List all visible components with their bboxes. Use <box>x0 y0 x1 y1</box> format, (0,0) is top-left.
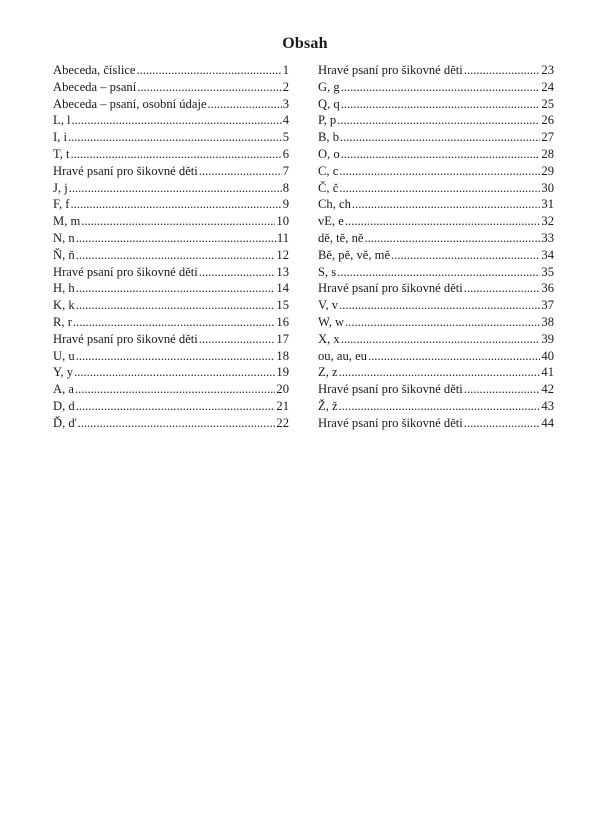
toc-entry <box>53 163 289 180</box>
dot-leader <box>199 163 282 180</box>
toc-entry-label: Ň, ň <box>53 247 75 262</box>
toc-entry-page-number: 11 <box>276 230 289 245</box>
toc-entry-label: K, k <box>53 298 75 313</box>
toc-entry-page-number: 31 <box>541 197 554 212</box>
toc-entry-label: B, b <box>318 130 339 145</box>
toc-entry <box>53 331 289 348</box>
dot-leader <box>76 348 276 365</box>
toc-entry-label: M, m <box>53 214 81 229</box>
dot-leader <box>339 163 540 180</box>
toc-entry-label: ou, au, eu <box>318 348 367 363</box>
toc-entry-label: Y, y <box>53 365 74 380</box>
toc-entry-label: V, v <box>318 298 339 313</box>
toc-entry-label: Hravé psaní pro šikovné děti <box>53 264 198 279</box>
dot-leader <box>341 96 541 113</box>
toc-entry-label: H, h <box>53 281 75 296</box>
toc-entry-page-number: 39 <box>541 331 554 346</box>
toc-entry-page-number: 13 <box>276 264 289 279</box>
dot-leader <box>341 331 541 348</box>
toc-entry <box>53 146 289 163</box>
toc-entry-page-number: 7 <box>282 163 289 178</box>
toc-entry-label: Hravé psaní pro šikovné děti <box>318 63 463 77</box>
toc-entry-page-number: 32 <box>541 214 554 229</box>
toc-entry-label: Abeceda, číslice <box>53 63 136 77</box>
page-title: Obsah <box>282 35 328 52</box>
toc-entry-label: Ch, ch <box>318 197 351 212</box>
toc-entry <box>53 129 289 146</box>
dot-leader <box>337 112 540 129</box>
toc-entry <box>53 381 289 398</box>
dot-leader <box>364 230 540 247</box>
toc-entry-page-number: 12 <box>276 247 289 262</box>
toc-entry-page-number: 33 <box>541 230 554 245</box>
toc-entry-page-number: 21 <box>276 398 289 413</box>
toc-entry <box>318 280 554 297</box>
toc-entry-label: Ď, ď <box>53 415 77 430</box>
toc-entry <box>318 297 554 314</box>
toc-entry-page-number: 37 <box>541 298 554 313</box>
dot-leader <box>199 331 276 348</box>
toc-entry-page-number: 40 <box>541 348 554 363</box>
toc-entry-page-number: 28 <box>541 146 554 161</box>
toc-entry-page-number: 8 <box>282 180 289 195</box>
toc-entry-page-number: 2 <box>282 79 289 94</box>
toc-entry <box>318 79 554 96</box>
toc-entry-page-number: 10 <box>276 214 289 229</box>
toc-entry-label: Abeceda – psaní, osobní údaje <box>53 96 207 111</box>
toc-entry-label: Hravé psaní pro šikovné děti <box>53 163 198 178</box>
dot-leader <box>345 314 540 331</box>
toc-entry-label: Č, č <box>318 180 339 195</box>
dot-leader <box>340 129 540 146</box>
toc-entry-label: I, i <box>53 130 67 145</box>
toc-entry <box>53 415 289 432</box>
toc-entry <box>318 398 554 415</box>
toc-entry-page-number: 42 <box>541 382 554 397</box>
dot-leader <box>339 180 540 197</box>
toc-entry-label: U, u <box>53 348 75 363</box>
toc-entry <box>53 297 289 314</box>
dot-leader <box>341 146 541 163</box>
dot-leader <box>464 62 541 79</box>
dot-leader <box>76 247 276 264</box>
toc-entry-label: G, g <box>318 79 340 94</box>
dot-leader <box>464 280 541 297</box>
toc-entry-page-number: 18 <box>276 348 289 363</box>
toc-entry-page-number: 36 <box>541 281 554 296</box>
toc-entry <box>318 163 554 180</box>
toc-entry-label: Ž, ž <box>318 398 338 413</box>
dot-leader <box>76 398 276 415</box>
toc-entry <box>318 146 554 163</box>
dot-leader <box>78 415 276 432</box>
dot-leader <box>391 247 540 264</box>
toc-entry <box>318 264 554 281</box>
dot-leader <box>72 112 282 129</box>
dot-leader <box>73 314 276 331</box>
dot-leader <box>68 129 282 146</box>
toc-entry-page-number: 38 <box>541 314 554 329</box>
toc-entry <box>318 129 554 146</box>
toc-entry <box>318 415 554 432</box>
dot-leader <box>76 297 276 314</box>
toc-entry-label: Hravé psaní pro šikovné děti <box>318 415 463 430</box>
toc-entry-label: N, n <box>53 230 75 245</box>
toc-entry <box>318 364 554 381</box>
toc-entry-label: A, a <box>53 382 74 397</box>
toc-entry-page-number: 14 <box>276 281 289 296</box>
toc-entry-page-number: 5 <box>282 130 289 145</box>
toc-entry <box>318 381 554 398</box>
toc-entry <box>318 96 554 113</box>
toc-entry-label: P, p <box>318 113 337 128</box>
dot-leader <box>71 196 282 213</box>
toc-entry-label: X, x <box>318 331 340 346</box>
toc-entry-page-number: 15 <box>276 298 289 313</box>
toc-entry-page-number: 17 <box>276 331 289 346</box>
dot-leader <box>81 213 275 230</box>
dot-leader <box>137 79 281 96</box>
toc-entry <box>53 79 289 96</box>
toc-entry <box>318 196 554 213</box>
toc-entry-page-number: 41 <box>541 365 554 380</box>
toc-entry-label: Q, q <box>318 96 340 111</box>
toc-entry-label: R, r <box>53 314 72 329</box>
toc-entry <box>53 196 289 213</box>
toc-entry-page-number: 24 <box>541 79 554 94</box>
toc-entry-page-number: 19 <box>276 365 289 380</box>
toc-entry-label: J, j <box>53 180 68 195</box>
toc-entry-label: F, f <box>53 197 70 212</box>
toc-entry-page-number: 25 <box>541 96 554 111</box>
toc-entry <box>53 264 289 281</box>
dot-leader <box>208 96 282 113</box>
toc-entry-label: L, l <box>53 113 71 128</box>
toc-entry-page-number: 26 <box>541 113 554 128</box>
toc-entry-label: Z, z <box>318 365 338 380</box>
toc-entry-label: D, d <box>53 398 75 413</box>
toc-entry-page-number: 44 <box>541 415 554 430</box>
toc-entry <box>318 348 554 365</box>
toc-entry-label: Hravé psaní pro šikovné děti <box>53 331 198 346</box>
dot-leader <box>368 348 540 365</box>
dot-leader <box>352 196 541 213</box>
toc-entry <box>53 230 289 247</box>
toc-entry-page-number: 23 <box>541 63 554 77</box>
toc-entry-page-number: 9 <box>282 197 289 212</box>
toc-entry-label: Hravé psaní pro šikovné děti <box>318 281 463 296</box>
dot-leader <box>199 264 276 281</box>
toc-entry-page-number: 6 <box>282 146 289 161</box>
dot-leader <box>137 62 282 79</box>
toc-entry <box>53 348 289 365</box>
toc-entry-label: Hravé psaní pro šikovné děti <box>318 382 463 397</box>
toc-entry <box>53 364 289 381</box>
toc-entry-page-number: 29 <box>541 163 554 178</box>
toc-entry-page-number: 20 <box>276 382 289 397</box>
toc-entry-label: dě, tě, ně <box>318 230 364 245</box>
toc-entry <box>318 247 554 264</box>
toc-entry <box>318 331 554 348</box>
dot-leader <box>76 230 276 247</box>
toc-entry-label: T, t <box>53 146 70 161</box>
dot-leader <box>339 398 541 415</box>
toc-entry <box>53 96 289 113</box>
dot-leader <box>337 264 540 281</box>
dot-leader <box>71 146 282 163</box>
toc-column-left <box>53 62 289 432</box>
toc-entry-label: O, o <box>318 146 340 161</box>
dot-leader <box>464 415 541 432</box>
toc-entry-label: W, w <box>318 314 345 329</box>
toc-entry <box>53 62 289 79</box>
toc-entry-page-number: 30 <box>541 180 554 195</box>
toc-entry <box>53 112 289 129</box>
dot-leader <box>69 180 282 197</box>
dot-leader <box>345 213 541 230</box>
dot-leader <box>339 364 541 381</box>
toc-entry-label: Bě, pě, vě, mě <box>318 247 391 262</box>
toc-entry <box>53 314 289 331</box>
dot-leader <box>464 381 541 398</box>
toc-entry <box>318 112 554 129</box>
toc-entry <box>53 213 289 230</box>
dot-leader <box>341 79 541 96</box>
toc-column-right <box>318 62 554 432</box>
toc-entry-page-number: 34 <box>541 247 554 262</box>
dot-leader <box>74 364 275 381</box>
toc-entry-label: C, c <box>318 163 339 178</box>
toc-entry-page-number: 4 <box>282 113 289 128</box>
toc-entry-label: Abeceda – psaní <box>53 79 137 94</box>
toc-entry <box>53 280 289 297</box>
toc-entry <box>318 180 554 197</box>
toc-entry <box>53 180 289 197</box>
toc-entry-page-number: 35 <box>541 264 554 279</box>
toc-entry <box>318 62 554 79</box>
toc-entry-label: vE, e <box>318 214 344 229</box>
dot-leader <box>76 280 276 297</box>
toc-entry-page-number: 3 <box>282 96 289 111</box>
toc-entry-page-number: 43 <box>541 398 554 413</box>
toc-entry-page-number: 1 <box>282 63 289 77</box>
toc-entry-label: S, s <box>318 264 337 279</box>
toc-entry <box>318 314 554 331</box>
dot-leader <box>75 381 275 398</box>
toc-entry <box>318 230 554 247</box>
toc-entry <box>318 213 554 230</box>
toc-entry-page-number: 22 <box>276 415 289 430</box>
toc-entry-page-number: 16 <box>276 314 289 329</box>
dot-leader <box>339 297 540 314</box>
toc-entry-page-number: 27 <box>541 130 554 145</box>
toc-entry <box>53 247 289 264</box>
toc-entry <box>53 398 289 415</box>
